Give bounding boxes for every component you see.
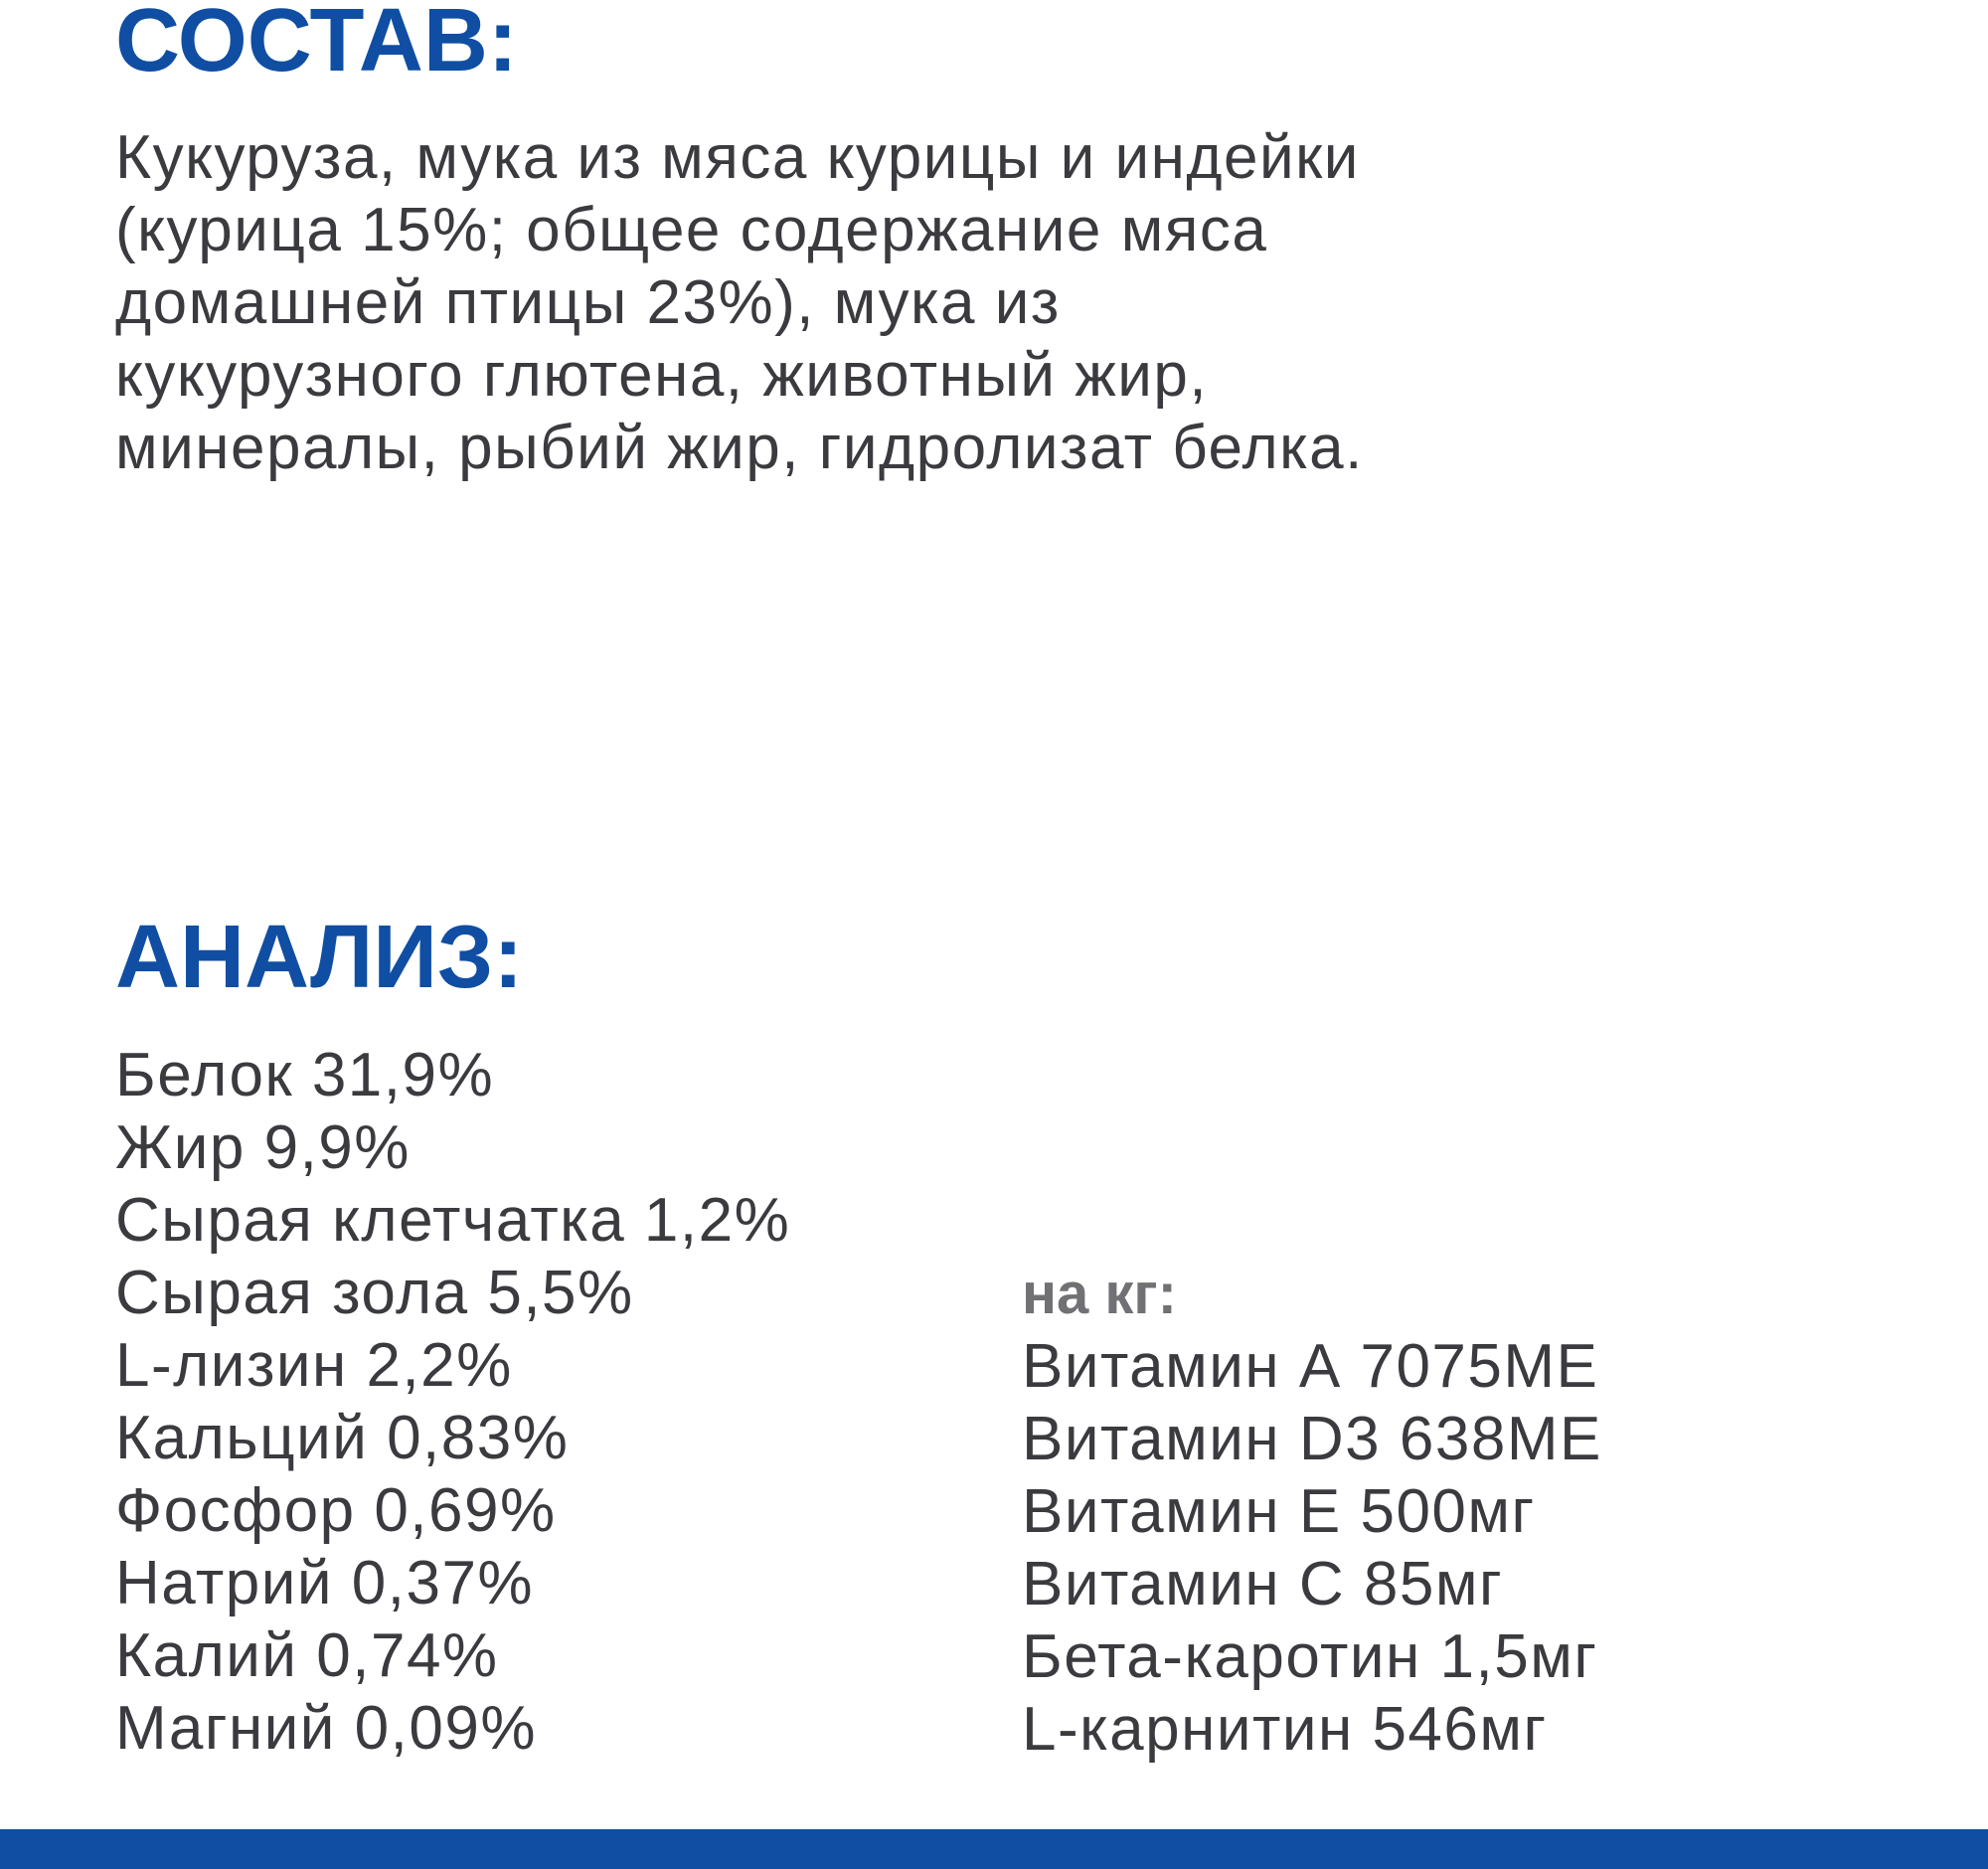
composition-line: домашней птицы 23%), мука из bbox=[115, 268, 1061, 337]
analysis-item: Кальций 0,83% bbox=[115, 1404, 570, 1472]
composition-line: кукурузного глютена, животный жир, bbox=[115, 341, 1209, 410]
footer-bar bbox=[0, 1829, 1988, 1869]
analysis-item: Калий 0,74% bbox=[115, 1621, 499, 1690]
analysis-item: Жир 9,9% bbox=[115, 1113, 411, 1182]
analysis-item: Натрий 0,37% bbox=[115, 1549, 535, 1617]
analysis-item: Фосфор 0,69% bbox=[115, 1476, 557, 1545]
analysis-heading: АНАЛИЗ: bbox=[115, 908, 524, 1007]
per-kg-item: L-карнитин 546мг bbox=[1022, 1695, 1548, 1764]
per-kg-item: Витамин С 85мг bbox=[1022, 1550, 1504, 1618]
per-kg-block bbox=[1022, 1258, 1602, 1766]
per-kg-item: Витамин Е 500мг bbox=[1022, 1477, 1536, 1546]
composition-line: Кукуруза, мука из мяса курицы и индейки bbox=[115, 123, 1360, 192]
analysis-item: Магний 0,09% bbox=[115, 1694, 537, 1763]
composition-text bbox=[115, 121, 1865, 484]
analysis-item: Сырая клетчатка 1,2% bbox=[115, 1186, 791, 1255]
composition-line: (курица 15%; общее содержание мяса bbox=[115, 196, 1268, 264]
composition-line: минералы, рыбий жир, гидролизат белка. bbox=[115, 414, 1364, 482]
composition-heading: СОСТАВ: bbox=[115, 0, 518, 90]
per-kg-label: на кг: bbox=[1022, 1262, 1177, 1326]
analysis-list bbox=[115, 1039, 790, 1765]
analysis-item: Сырая зола 5,5% bbox=[115, 1259, 634, 1327]
per-kg-item: Бета-каротин 1,5мг bbox=[1022, 1622, 1598, 1691]
analysis-item: Белок 31,9% bbox=[115, 1041, 495, 1109]
per-kg-item: Витамин D3 638МЕ bbox=[1022, 1405, 1602, 1473]
per-kg-list bbox=[1022, 1330, 1602, 1766]
analysis-item: L-лизин 2,2% bbox=[115, 1331, 513, 1400]
per-kg-item: Витамин А 7075МЕ bbox=[1022, 1332, 1599, 1401]
